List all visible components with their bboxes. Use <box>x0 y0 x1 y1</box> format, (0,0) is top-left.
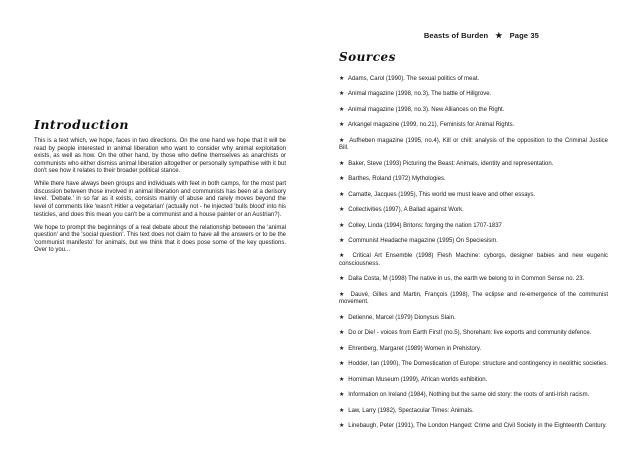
star-bullet-icon: ★ <box>339 90 345 98</box>
source-entry <box>339 314 608 323</box>
star-bullet-icon: ★ <box>339 236 345 244</box>
star-bullet-icon: ★ <box>339 391 345 399</box>
source-text: Aufheben magazine (1995, no.4), Kill or chill: analysis of the opposition to the Criminal Justice Bill. <box>339 137 608 152</box>
source-entry <box>339 291 608 307</box>
source-text: Communist Headache magazine (1995) On Speciesism. <box>348 237 498 244</box>
source-text: Baker, Steve (1993) Picturing the Beast: Animals, identity and representation. <box>348 160 554 167</box>
source-text: Animal magazine (1998, no.3), The battle of Hillgrove. <box>347 91 492 98</box>
introduction-paragraph: While there have always been groups and individuals with feet in both camps, for the most part discussion between those involved in animal liberation and communists has been at a derisory level. 'Debate.' in so far as it exists, consists mainly of abuse and rarely moves beyond the level of comments like 'wasn't Hitler a vegetarian' (actually not - he injected 'bulls blood' into his testicles, and does this mean you can't be a communist and a house painter or an Austrian?). <box>34 181 286 218</box>
star-bullet-icon: ★ <box>339 275 345 283</box>
star-bullet-icon: ★ <box>339 329 345 337</box>
star-bullet-icon: ★ <box>339 406 345 414</box>
source-entry <box>339 206 608 215</box>
source-text: Do or Die! - voices from Earth First! (no.5), Shoreham: live exports and community defence. <box>348 330 592 337</box>
source-entry <box>339 360 608 369</box>
source-entry <box>339 329 608 338</box>
source-entry <box>339 275 608 284</box>
source-text: Camatte, Jacques (1995), This world we must leave and other essays. <box>348 191 536 198</box>
source-entry <box>339 376 608 385</box>
source-entry <box>339 175 608 184</box>
source-entry <box>339 237 608 246</box>
star-bullet-icon: ★ <box>339 313 345 321</box>
source-entry <box>339 252 608 268</box>
sources-heading: Sources <box>339 50 396 64</box>
star-bullet-icon: ★ <box>339 344 345 352</box>
source-entry <box>339 90 608 99</box>
source-entry <box>339 137 608 153</box>
source-text: Colley, Linda (1994) Britons: forging the nation 1707-1837 <box>348 222 502 229</box>
source-entry <box>339 391 608 400</box>
source-text: Critical Art Ensemble (1998) Flesh Machine: cyborgs, designer babies and new eugenic consciousness. <box>339 253 608 267</box>
source-text: Dauvé, Gilles and Martin, François (1998), The eclipse and re-emergence of the communist movement. <box>339 291 608 306</box>
source-text: Law, Larry (1982), Spectacular Times: Animals. <box>348 407 474 414</box>
source-text: Linebaugh, Peter (1991), The London Hanged: Crime and Civil Society in the Eighteenth Century. <box>348 422 607 429</box>
source-entry <box>339 160 608 169</box>
star-bullet-icon: ★ <box>339 175 345 183</box>
star-bullet-icon: ★ <box>339 75 345 82</box>
star-bullet-icon: ★ <box>339 206 345 214</box>
star-bullet-icon: ★ <box>339 105 345 113</box>
source-entry <box>339 121 608 130</box>
star-bullet-icon: ★ <box>339 421 345 429</box>
star-bullet-icon: ★ <box>339 221 345 229</box>
source-text: Information on Ireland (1984), Nothing but the same old story: the roots of anti-Irish racism. <box>348 392 590 399</box>
page-header <box>424 31 539 40</box>
source-entry <box>339 75 608 84</box>
star-bullet-icon: ★ <box>339 252 347 260</box>
source-text: Hodder, Ian (1990), The Domestication of Europe: structure and contingency in neolithic societies. <box>348 361 608 368</box>
source-text: Adams, Carol (1990). The sexual politics of meat. <box>347 76 480 82</box>
source-entry <box>339 106 608 115</box>
introduction-body <box>34 138 286 260</box>
star-bullet-icon: ★ <box>339 290 346 298</box>
source-text: Arkangel magazine (1999, no.21), Feminists for Animal Rights. <box>347 122 515 129</box>
star-bullet-icon: ★ <box>339 375 345 383</box>
source-entry <box>339 422 608 431</box>
star-bullet-icon: ★ <box>339 159 345 167</box>
introduction-paragraph: We hope to prompt the beginnings of a real debate about the relationship between the 'animal question' and the 'social question'. This text does not claim to have all the answers or to be the 'communist manifesto' for animals, but we think that it does pose some of the key questions. Over to you... <box>34 224 286 254</box>
source-text: Barthes, Roland (1972) Mythologies. <box>348 176 446 183</box>
source-text: Horniman Museum (1999), African worlds exhibition. <box>348 376 488 383</box>
source-text: Dalla Costa, M (1998) The native in us, the earth we belong to in Common Sense no. 23. <box>348 276 585 283</box>
source-entry <box>339 191 608 200</box>
page-number: Page 35 <box>509 31 539 40</box>
star-icon: ★ <box>495 31 503 40</box>
star-bullet-icon: ★ <box>339 360 345 368</box>
introduction-heading: Introduction <box>34 117 130 132</box>
star-bullet-icon: ★ <box>339 121 345 129</box>
introduction-paragraph: This is a text which, we hope, faces in two directions. On the one hand we hope that it will be read by people interested in animal liberation who want to consider why animal exploitation exists, as well as how. On the other hand, by those who define themselves as anarchists or communists who either dismiss animal liberation altogether or personally sympathise with it but don't see how it relates to their broader political stance. <box>34 138 286 175</box>
source-text: Ehrenberg, Margaret (1989) Women in Prehistory. <box>348 345 482 352</box>
source-entry <box>339 407 608 416</box>
star-bullet-icon: ★ <box>339 136 346 144</box>
source-entry <box>339 222 608 231</box>
book-title: Beasts of Burden <box>423 31 489 40</box>
source-entry <box>339 345 608 354</box>
source-text: Animal magazine (1998, no.3). New Alliances on the Right. <box>347 106 505 113</box>
source-text: Detienne, Marcel (1979) Dionysus Slain. <box>348 314 456 321</box>
star-bullet-icon: ★ <box>339 190 345 198</box>
sources-list <box>339 75 608 437</box>
source-text: Collectivities (1997), A Ballad against Work. <box>348 207 464 214</box>
